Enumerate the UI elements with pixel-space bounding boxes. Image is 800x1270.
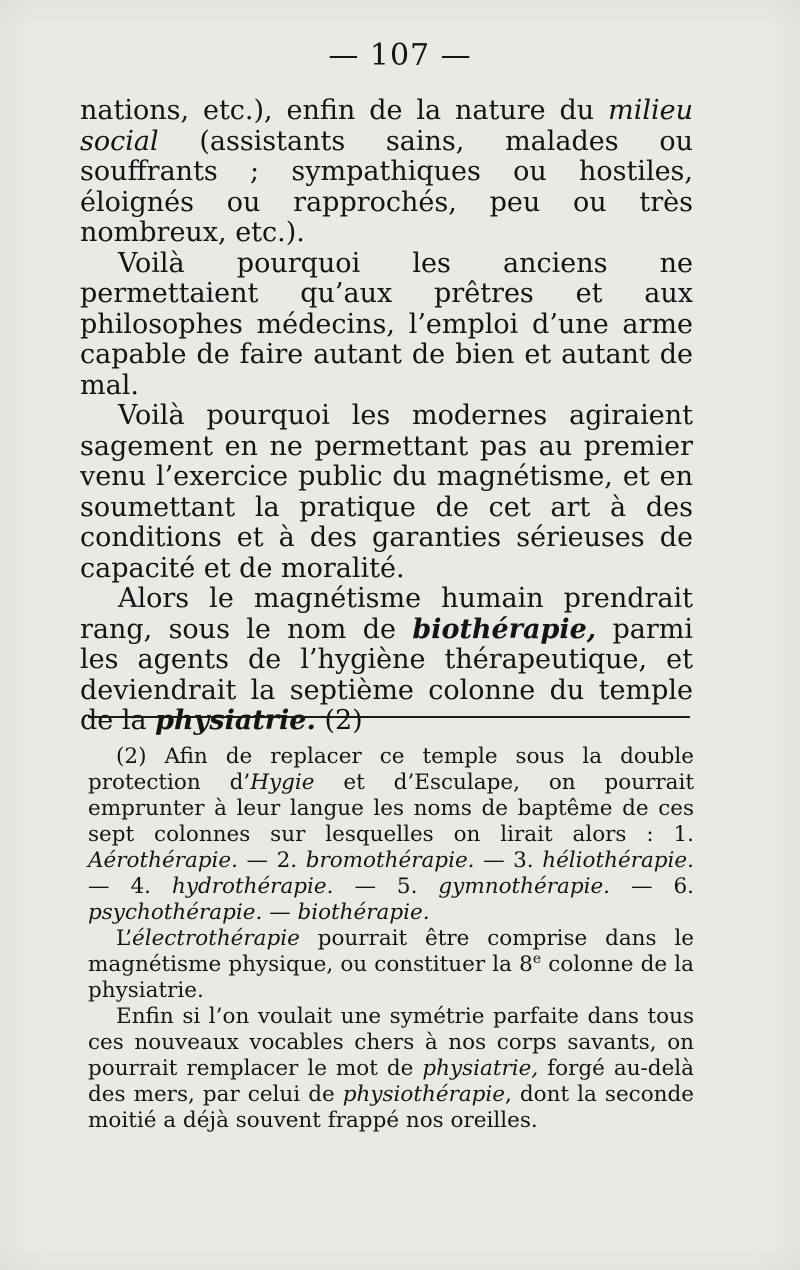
paragraph-1-text-a: nations, etc.), enfin de la nature du	[80, 95, 609, 126]
footnote-2-italic-electrotherapie: électrothérapie	[131, 926, 300, 951]
paragraph-1-text-b: (assistants sains, malades ou souffrants ; sympathiques ou hostiles, éloignés ou rapprochés, peu ou très nombreux, etc.).	[80, 125, 693, 248]
footnote-1-text-a: (2) Afin de replacer ce temple sous la double protection d’	[88, 744, 694, 795]
paragraph-4-italic-physiatrie: physiatrie.	[155, 705, 316, 736]
footnote-1-italic-bromotherapie: bromothérapie.	[305, 848, 475, 873]
paragraph-2: Voilà pourquoi les anciens ne permettaient qu’aux prêtres et aux philosophes médecins, l’emploi d’une arme capable de faire autant de bien et autant de mal.	[80, 247, 693, 401]
footnote-2-text-c: colonne de la physiatrie.	[88, 952, 694, 1003]
paragraph-4-text-b: parmi les agents de l’hygiène thérapeutique, et deviendrait la septième colonne du temple de la	[80, 613, 694, 736]
footnote-3-text-a: Enfin si l’on voulait une symétrie parfaite dans tous ces nouveaux vocables chers à nos corps savants, on pourrait remplacer le mot de	[88, 1004, 694, 1081]
footnote-1-sep-2: — 3.	[474, 848, 543, 873]
page-number: — 107 —	[328, 38, 472, 73]
footnote-3-text-c: , dont la seconde moitié a déjà souvent frappé nos oreilles.	[88, 1082, 694, 1133]
footnote-1-italic-psychotherapie: psychothérapie.	[88, 900, 263, 925]
paragraph-3: Voilà pourquoi les modernes agiraient sagement en ne permettant pas au premier venu l’exercice public du magnétisme, et en soumettant la pratique de cet art à des conditions et à des garanties sérieuses de capacité et de moralité.	[80, 400, 693, 584]
footnote-2-text-b: pourrait être comprise dans le magnétisme physique, ou constituer la 8	[88, 926, 694, 977]
footnote-2-superscript: e	[532, 950, 542, 967]
footnotes	[88, 744, 694, 1134]
footnote-1-sep-5: — 6.	[610, 874, 694, 899]
footnote-2	[88, 926, 694, 1004]
paragraph-1-italic-milieu-social: milieu social	[80, 95, 693, 157]
footnote-1-italic-hydrotherapie: hydrothérapie.	[171, 874, 334, 899]
paragraph-4	[80, 584, 693, 737]
footnote-1	[88, 744, 694, 926]
footnote-1-italic-gymnotherapie: gymnothérapie.	[438, 874, 611, 899]
footnote-1-sep-4: — 5.	[333, 874, 439, 899]
paragraph-4-italic-biotherapie: biothérapie,	[412, 613, 597, 645]
footnote-1-italic-biotherapie: biothérapie.	[297, 900, 430, 925]
footnote-1-sep-3: — 4.	[88, 874, 172, 899]
main-text	[80, 96, 693, 737]
footnote-2-text-a: L’	[116, 926, 132, 951]
paragraph-1	[80, 96, 693, 249]
footnote-1-sep-6: —	[262, 900, 298, 925]
footnote-3-italic-physiotherapie: physiothérapie	[342, 1082, 506, 1107]
footnote-1-italic-heliotherapie: héliothérapie.	[542, 848, 694, 873]
footnote-3-italic-physiatrie: physiatrie,	[422, 1056, 539, 1081]
footnote-1-italic-aerotherapie: Aérothérapie.	[88, 848, 238, 873]
footnote-reference: (2)	[315, 705, 363, 736]
footnote-divider	[88, 716, 690, 718]
footnote-3-text-b: forgé au-delà des mers, par celui de	[88, 1056, 694, 1107]
footnote-1-italic-hygie: Hygie	[250, 770, 315, 795]
footnote-3	[88, 1004, 694, 1134]
paragraph-4-text-a: Alors le magnétisme humain prendrait rang, sous le nom de	[80, 583, 693, 645]
footnote-1-sep-1: — 2.	[237, 848, 306, 873]
footnote-1-text-b: et d’Esculape, on pourrait emprunter à leur langue les noms de baptême de ces sept colonnes sur lesquelles on lirait alors : 1.	[88, 770, 694, 847]
